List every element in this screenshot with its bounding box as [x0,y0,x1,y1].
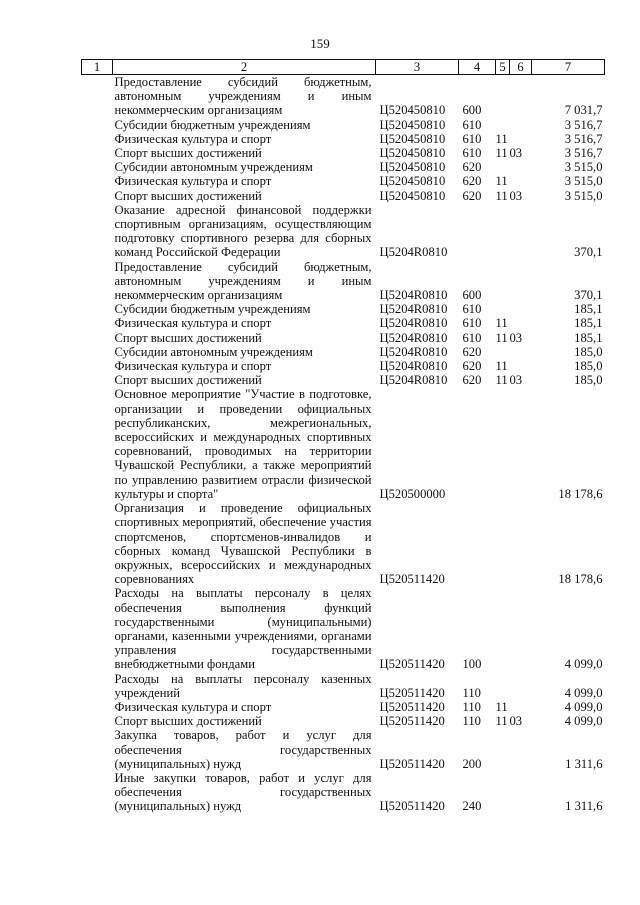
table-row [82,160,605,174]
row-number-cell [82,160,113,174]
row-number-cell [82,387,113,501]
table-row [82,189,605,203]
row-name-cell: Субсидии автономным учреждениям [114,160,313,175]
row-code-cell: Ц520500000 [379,486,446,501]
header-col-2: 2 [113,60,376,75]
row-section-cell [496,302,510,316]
table-row [82,373,605,387]
row-subsection-cell [510,118,532,132]
row-subsection-cell [510,586,532,671]
row-expense-type-cell: 240 [462,799,482,814]
row-sum-cell: 370,1 [574,288,603,303]
row-code-cell: Ц5204R0810 [379,316,448,331]
row-code-cell: Ц5204R0810 [379,373,448,388]
row-name-cell: Спорт высших достижений [114,714,262,729]
row-name-cell: Предоставление субсидий бюджетным, автономным учреждениям и иным некоммерческим организациям [114,75,372,118]
row-number-cell [82,132,113,146]
row-sum-cell: 18 178,6 [558,572,603,587]
row-expense-type-cell: 610 [462,316,482,331]
row-subsection-cell [510,302,532,316]
row-name-cell: Физическая культура и спорт [114,699,272,714]
table-row [82,728,605,771]
row-section-cell: 11 [495,131,508,146]
table-body [82,75,605,814]
row-subsection-cell [510,203,532,260]
row-code-cell: Ц520511420 [379,714,445,729]
row-name-cell: Субсидии бюджетным учреждениям [114,302,311,317]
row-subsection-cell [510,771,532,814]
table-row [82,501,605,586]
row-name-cell: Физическая культура и спорт [114,359,272,374]
row-name-cell: Физическая культура и спорт [114,131,272,146]
table-row [82,771,605,814]
row-sum-cell: 3 516,7 [564,117,603,132]
row-number-cell [82,728,113,771]
row-section-cell [496,728,510,771]
row-number-cell [82,672,113,700]
row-subsection-cell [510,387,532,501]
row-code-cell: Ц520450810 [379,146,446,161]
header-row [82,60,605,75]
row-section-cell [496,260,510,303]
row-code-cell: Ц5204R0810 [379,245,448,260]
row-sum-cell: 3 515,0 [564,174,603,189]
row-section-cell: 11 [495,174,508,189]
row-subsection-cell [510,260,532,303]
table-row [82,331,605,345]
table-row [82,586,605,671]
row-code-cell: Ц520511420 [379,699,445,714]
row-subsection-cell [510,359,532,373]
row-expense-type-cell: 620 [462,174,482,189]
row-code-cell: Ц520511420 [379,657,445,672]
row-sum-cell: 7 031,7 [564,103,603,118]
row-name-cell: Физическая культура и спорт [114,316,272,331]
row-section-cell: 11 [495,359,508,374]
row-sum-cell: 4 099,0 [564,714,603,729]
row-expense-type-cell: 600 [462,103,482,118]
row-code-cell: Ц520511420 [379,799,445,814]
row-section-cell: 11 [495,330,508,345]
row-name-cell: Расходы на выплаты персоналу в целях обеспечения выполнения функций государственными (муниципальными) органами, казенными учреждениями, органами управления государственными внебюджетными фондами [114,586,372,672]
row-subsection-cell [510,672,532,700]
header-col-4: 4 [459,60,496,75]
row-section-cell [496,501,510,586]
table-row [82,118,605,132]
row-subsection-cell [510,728,532,771]
header-col-6: 6 [510,60,532,75]
row-name-cell: Спорт высших достижений [114,188,262,203]
row-section-cell [496,771,510,814]
row-code-cell: Ц520450810 [379,103,446,118]
row-section-cell: 11 [495,316,508,331]
row-expense-type-cell: 600 [462,288,482,303]
row-subsection-cell [510,501,532,586]
row-sum-cell: 185,1 [574,316,603,331]
row-section-cell [496,118,510,132]
row-sum-cell: 3 515,0 [564,188,603,203]
row-code-cell: Ц520450810 [379,117,446,132]
table-row [82,146,605,160]
row-code-cell: Ц520450810 [379,160,446,175]
row-sum-cell: 4 099,0 [564,685,603,700]
row-number-cell [82,302,113,316]
row-name-cell: Физическая культура и спорт [114,174,272,189]
row-name-cell: Спорт высших достижений [114,373,262,388]
row-section-cell [496,75,510,118]
row-section-cell [496,672,510,700]
row-sum-cell: 1 311,6 [565,799,603,814]
row-expense-type-cell [459,501,496,586]
row-sum-cell: 3 516,7 [564,146,603,161]
table-row [82,260,605,303]
row-number-cell [82,118,113,132]
table-row [82,672,605,700]
row-code-cell: Ц5204R0810 [379,359,448,374]
row-sum-cell: 370,1 [574,245,603,260]
row-expense-type-cell: 610 [462,146,482,161]
row-expense-type-cell: 110 [462,714,481,729]
row-name-cell: Основное мероприятие "Участие в подготовке, организации и проведении официальных республиканских, межрегиональных, всероссийских и международных спортивных соревнований, проводимых на территории Чувашской Республики, а также мероприятий по управлению развитием отрасли физической культуры и спорта" [114,387,372,501]
row-sum-cell: 185,0 [574,344,603,359]
row-number-cell [82,331,113,345]
row-expense-type-cell: 620 [462,188,482,203]
row-name-cell: Субсидии бюджетным учреждениям [114,117,311,132]
row-section-cell: 11 [495,373,508,388]
row-name-cell: Закупка товаров, работ и услуг для обеспечения государственных (муниципальных) нужд [114,728,372,771]
row-section-cell [496,160,510,174]
row-number-cell [82,75,113,118]
row-sum-cell: 3 515,0 [564,160,603,175]
table-row [82,75,605,118]
row-number-cell [82,189,113,203]
page-number: 159 [310,36,330,51]
row-subsection-cell: 03 [509,146,523,161]
row-expense-type-cell [459,387,496,501]
row-subsection-cell [510,345,532,359]
table-row [82,359,605,373]
row-sum-cell: 185,0 [574,373,603,388]
row-number-cell [82,359,113,373]
row-expense-type-cell: 620 [462,373,482,388]
row-name-cell: Субсидии автономным учреждениям [114,344,313,359]
table-row [82,700,605,714]
row-code-cell: Ц520511420 [379,572,445,587]
row-number-cell [82,586,113,671]
row-expense-type-cell: 620 [462,359,482,374]
header-col-7: 7 [532,60,605,75]
row-code-cell: Ц520450810 [379,188,446,203]
row-number-cell [82,203,113,260]
row-code-cell: Ц520450810 [379,174,446,189]
row-name-cell: Организация и проведение официальных спортивных мероприятий, обеспечение участия спортсменов, спортсменов-инвалидов и сборных команд Чувашской Республики в окружных, всероссийских и международных соревнованиях [114,501,372,587]
row-section-cell [496,586,510,671]
row-code-cell: Ц5204R0810 [379,302,448,317]
row-code-cell: Ц520511420 [379,756,445,771]
row-number-cell [82,714,113,728]
row-sum-cell: 185,1 [574,330,603,345]
row-number-cell [82,345,113,359]
table-row [82,203,605,260]
row-subsection-cell [510,700,532,714]
header-col-3: 3 [376,60,459,75]
row-name-cell: Оказание адресной финансовой поддержки спортивным организациям, осуществляющим подготовку спортивного резерва для сборных команд Российской Федерации [114,202,372,260]
table-row [82,302,605,316]
row-expense-type-cell: 610 [462,131,482,146]
row-expense-type-cell [459,203,496,260]
row-sum-cell: 3 516,7 [564,131,603,146]
row-code-cell: Ц5204R0810 [379,288,448,303]
row-expense-type-cell: 620 [462,344,482,359]
row-section-cell [496,387,510,501]
row-section-cell: 11 [495,714,508,729]
row-sum-cell: 4 099,0 [564,657,603,672]
row-number-cell [82,174,113,188]
row-number-cell [82,260,113,303]
row-expense-type-cell: 610 [462,330,482,345]
row-section-cell: 11 [495,146,508,161]
row-expense-type-cell: 610 [462,117,482,132]
row-number-cell [82,700,113,714]
budget-table [81,59,605,814]
row-number-cell [82,373,113,387]
row-code-cell: Ц520450810 [379,131,446,146]
row-code-cell: Ц5204R0810 [379,344,448,359]
row-code-cell: Ц5204R0810 [379,330,448,345]
table-row [82,316,605,330]
row-name-cell: Расходы на выплаты персоналу казенных учреждений [114,671,372,700]
row-expense-type-cell: 110 [462,685,481,700]
row-subsection-cell: 03 [509,330,523,345]
row-name-cell: Спорт высших достижений [114,330,262,345]
row-name-cell: Спорт высших достижений [114,146,262,161]
row-subsection-cell: 03 [509,714,523,729]
row-section-cell: 11 [495,699,508,714]
row-section-cell [496,345,510,359]
table-header [82,60,605,75]
header-col-1: 1 [82,60,113,75]
row-number-cell [82,146,113,160]
row-code-cell: Ц520511420 [379,685,445,700]
row-number-cell [82,501,113,586]
row-subsection-cell [510,160,532,174]
row-number-cell [82,316,113,330]
row-section-cell: 11 [495,188,508,203]
row-sum-cell: 1 311,6 [565,756,603,771]
row-expense-type-cell: 100 [462,657,482,672]
table-row [82,387,605,501]
table-row [82,714,605,728]
row-sum-cell: 18 178,6 [558,486,603,501]
row-expense-type-cell: 620 [462,160,482,175]
row-subsection-cell [510,75,532,118]
row-subsection-cell: 03 [509,188,523,203]
table-row [82,132,605,146]
row-number-cell [82,771,113,814]
row-expense-type-cell: 200 [462,756,482,771]
row-section-cell [496,203,510,260]
table-row [82,174,605,188]
table-row [82,345,605,359]
row-sum-cell: 185,0 [574,359,603,374]
row-expense-type-cell: 610 [462,302,482,317]
row-name-cell: Иные закупки товаров, работ и услуг для обеспечения государственных (муниципальных) нужд [114,770,372,814]
row-name-cell: Предоставление субсидий бюджетным, автономным учреждениям и иным некоммерческим организациям [114,259,372,303]
row-sum-cell: 185,1 [574,302,603,317]
row-subsection-cell: 03 [509,373,523,388]
row-subsection-cell [510,132,532,146]
row-expense-type-cell: 110 [462,699,481,714]
row-subsection-cell [510,316,532,330]
row-sum-cell: 4 099,0 [564,699,603,714]
row-subsection-cell [510,174,532,188]
header-col-5: 5 [496,60,510,75]
